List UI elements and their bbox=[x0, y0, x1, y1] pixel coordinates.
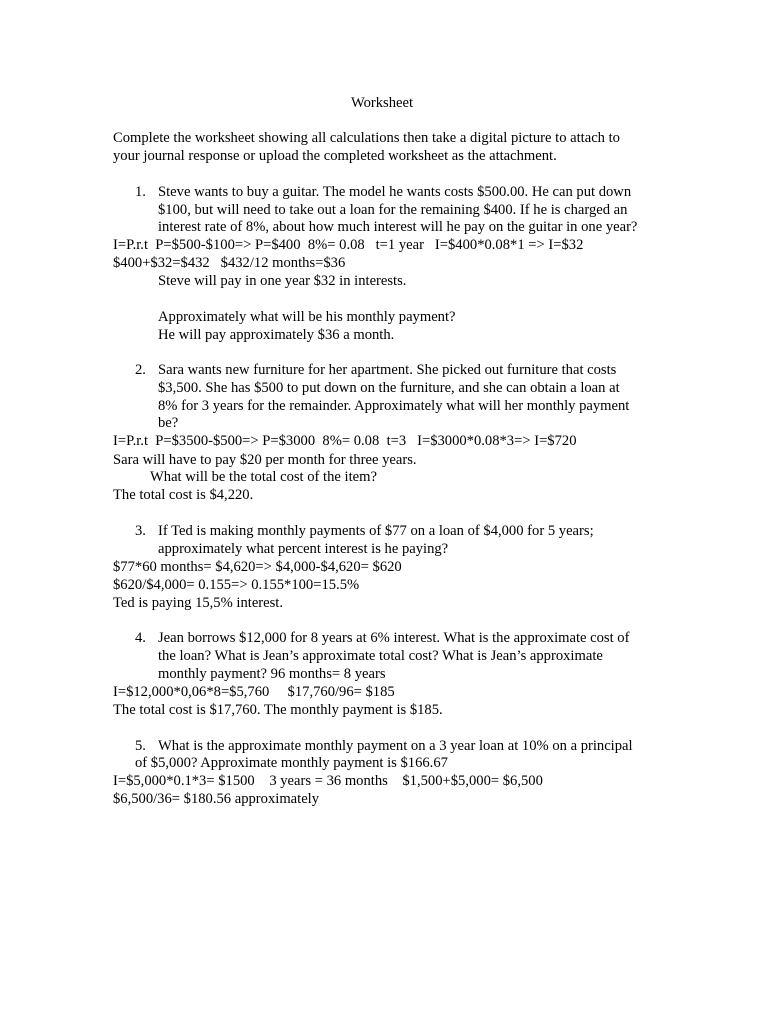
q4-number: 4. bbox=[135, 630, 146, 646]
q5-question-line-2: of $5,000? Approximate monthly payment is $166.67 bbox=[135, 755, 448, 771]
q5-calc-line-2: $6,500/36= $180.56 approximately bbox=[113, 791, 320, 807]
intro-line-1: Complete the worksheet showing all calculations then take a digital picture to attach to bbox=[113, 130, 620, 146]
intro-line-2: your journal response or upload the completed worksheet as the attachment. bbox=[113, 148, 557, 164]
page-title: Worksheet bbox=[351, 95, 414, 111]
q2-followup: What will be the total cost of the item? bbox=[150, 469, 377, 485]
q2-answer: Sara will have to pay $20 per month for three years. bbox=[113, 452, 417, 468]
q2-question-line-1: Sara wants new furniture for her apartment. She picked out furniture that costs bbox=[158, 362, 617, 378]
q2-followup-answer: The total cost is $4,220. bbox=[113, 487, 254, 503]
q3-question-line-1: If Ted is making monthly payments of $77 on a loan of $4,000 for 5 years; bbox=[158, 523, 594, 539]
q5-number: 5. bbox=[135, 738, 146, 754]
q1-question-line-3: interest rate of 8%, about how much interest will he pay on the guitar in one year? bbox=[158, 219, 638, 235]
q5-calc-line-1: I=$5,000*0.1*3= $1500 3 years = 36 months $1,500+$5,000= $6,500 bbox=[113, 773, 543, 789]
q3-calc-line-1: $77*60 months= $4,620=> $4,000-$4,620= $620 bbox=[113, 559, 402, 575]
q1-number: 1. bbox=[135, 184, 146, 200]
q1-followup-answer: He will pay approximately $36 a month. bbox=[158, 327, 395, 343]
q2-question-line-3: 8% for 3 years for the remainder. Approximately what will her monthly payment bbox=[158, 398, 630, 414]
q2-calc: I=P.r.t P=$3500-$500=> P=$3000 8%= 0.08 t=3 I=$3000*0.08*3=> I=$720 bbox=[113, 433, 577, 449]
q1-followup: Approximately what will be his monthly payment? bbox=[158, 309, 456, 325]
q2-number: 2. bbox=[135, 362, 146, 378]
q4-answer: The total cost is $17,760. The monthly payment is $185. bbox=[113, 702, 443, 718]
q4-question-line-2: the loan? What is Jean’s approximate total cost? What is Jean’s approximate bbox=[158, 648, 603, 664]
q4-calc: I=$12,000*0,06*8=$5,760 $17,760/96= $185 bbox=[113, 684, 395, 700]
q1-question-line-2: $100, but will need to take out a loan for the remaining $400. If he is charged an bbox=[158, 202, 628, 218]
q4-question-line-1: Jean borrows $12,000 for 8 years at 6% interest. What is the approximate cost of bbox=[158, 630, 630, 646]
q3-calc-line-2: $620/$4,000= 0.155=> 0.155*100=15.5% bbox=[113, 577, 360, 593]
q2-question-line-2: $3,500. She has $500 to put down on the furniture, and she can obtain a loan at bbox=[158, 380, 620, 396]
q3-question-line-2: approximately what percent interest is he paying? bbox=[158, 541, 449, 557]
q1-answer: Steve will pay in one year $32 in interests. bbox=[158, 273, 407, 289]
q4-question-line-3: monthly payment? 96 months= 8 years bbox=[158, 666, 386, 682]
q2-question-line-4: be? bbox=[158, 415, 179, 431]
q1-question-line-1: Steve wants to buy a guitar. The model he wants costs $500.00. He can put down bbox=[158, 184, 632, 200]
q3-answer: Ted is paying 15,5% interest. bbox=[113, 595, 284, 611]
q1-calc-line-1: I=P.r.t P=$500-$100=> P=$400 8%= 0.08 t=1 year I=$400*0.08*1 => I=$32 bbox=[113, 237, 584, 253]
q5-question-line-1: What is the approximate monthly payment on a 3 year loan at 10% on a principal bbox=[158, 738, 633, 754]
q1-calc-line-2: $400+$32=$432 $432/12 months=$36 bbox=[113, 255, 346, 271]
q3-number: 3. bbox=[135, 523, 146, 539]
